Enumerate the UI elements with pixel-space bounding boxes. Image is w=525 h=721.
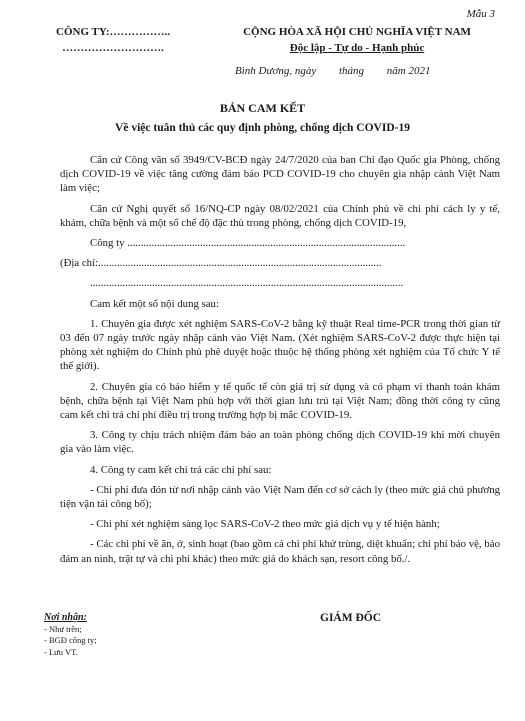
document-body bbox=[60, 153, 500, 572]
month-label: tháng bbox=[338, 65, 365, 77]
extra-field: .................................................................................................................... bbox=[90, 277, 404, 290]
signature-title: GIÁM ĐỐC bbox=[320, 612, 382, 624]
place-date bbox=[235, 65, 451, 77]
recipient-item: - BGĐ công ty; bbox=[44, 635, 97, 645]
commitment-2: 2. Chuyên gia có bảo hiểm y tế quốc tế còn giá trị sử dụng và có phạm vi thanh toán khám bệnh, chữa bệnh tại Việt Nam phù hợp với thời gian lưu trú tại Việt Nam; đồng thời công ty cũng cam kết chi trả chi phí điều trị trong trường hợp bị mắc COVID-19. bbox=[60, 380, 500, 422]
company-field: Công ty ....................................................................................................... bbox=[90, 237, 406, 250]
document-subtitle: Về việc tuân thủ các quy định phòng, chống dịch COVID-19 bbox=[115, 122, 410, 134]
document-title: BẢN CAM KẾT bbox=[219, 101, 306, 115]
place-day: Bình Dương, ngày bbox=[235, 65, 317, 77]
commitment-4: 4. Công ty cam kết chi trả các chi phí sau: bbox=[90, 463, 272, 476]
cost-item-2: - Chi phí xét nghiệm sàng lọc SARS-CoV-2 theo mức giá dịch vụ y tế hiện hành; bbox=[90, 518, 440, 531]
commitment-intro: Cam kết một số nội dung sau: bbox=[90, 297, 219, 310]
recipients bbox=[44, 612, 97, 658]
nation-header bbox=[222, 24, 492, 56]
commitment-3: 3. Công ty chịu trách nhiệm đảm bảo an toàn phòng chống dịch COVID-19 khi mời chuyên gia vào làm việc. bbox=[60, 429, 500, 456]
form-number: Mẫu 3 bbox=[466, 8, 495, 20]
motto: Độc lập - Tự do - Hạnh phúc bbox=[289, 42, 425, 54]
cost-item-3: - Các chi phí về ăn, ở, sinh hoạt (bao gồm cả chi phí khử trùng, diệt khuẩn; chi phí bảo vệ, bảo đảm an ninh, trật tự và chi phí khác) theo mức giá do khách sạn, resort công bố./. bbox=[60, 538, 500, 565]
year-label: năm 2021 bbox=[386, 65, 431, 77]
recipients-heading: Nơi nhận: bbox=[44, 612, 87, 623]
cost-item-1: - Chi phí đưa đón từ nơi nhập cảnh vào Việt Nam đến cơ sở cách ly (theo mức giá chủ phương tiện vận tải công bố); bbox=[60, 483, 500, 511]
company-label: CÔNG TY:…………….. bbox=[56, 26, 170, 38]
address-field: (Địa chỉ:......................................................................................................... bbox=[60, 257, 382, 270]
recipient-item: - Như trên; bbox=[44, 623, 82, 634]
legal-basis-2: Căn cứ Nghị quyết số 16/NQ-CP ngày 08/02/2021 của Chính phủ về chi phí cách ly y tế, khám, chữa bệnh và một số chế độ đặc thù trong phòng, chống dịch COVID-19, bbox=[60, 202, 500, 229]
company-line: ………………………. bbox=[62, 42, 164, 54]
commitment-1: 1. Chuyên gia được xét nghiệm SARS-CoV-2 bằng kỹ thuật Real time-PCR trong thời gian từ 03 đến 07 ngày trước ngày nhập cảnh vào Việt Nam. (Xét nghiệm SARS-CoV-2 được thực hiện tại phòng xét nghiệm do Chính phủ phê duyệt hoặc thuộc hệ thống phòng xét nghiệm của Tổ chức Y tế thế giới). bbox=[60, 317, 500, 373]
recipient-item: - Lưu VT. bbox=[44, 646, 78, 657]
company-header bbox=[28, 24, 198, 56]
legal-basis-1: Căn cứ Công văn số 3949/CV-BCĐ ngày 24/7/2020 của ban Chỉ đạo Quốc gia Phòng, chống dịch COVID-19 về việc tăng cường đảm bảo PCD COVID-19 cho chuyên gia nhập cảnh Việt Nam làm việc; bbox=[60, 154, 500, 195]
nation-name: CỘNG HÒA XÃ HỘI CHỦ NGHĨA VIỆT NAM bbox=[243, 26, 471, 38]
